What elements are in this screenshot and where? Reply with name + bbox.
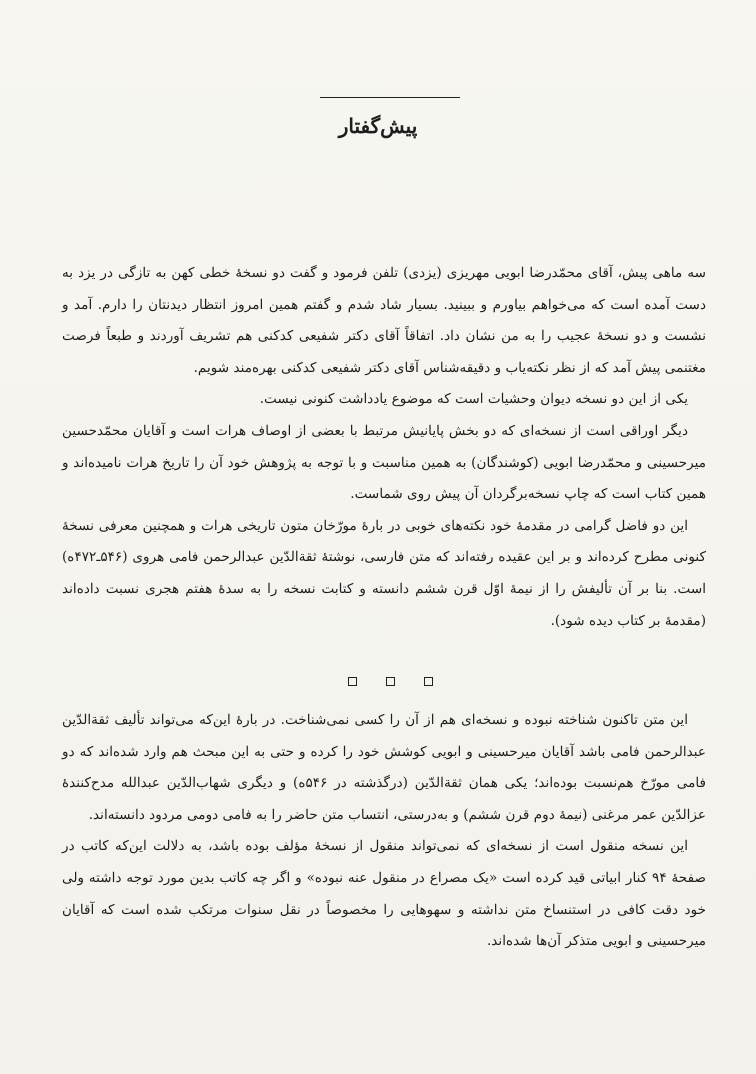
paragraph: این دو فاضل گرامی در مقدمهٔ خود نکته‌های خوبی در بارهٔ مورّخان متون تاریخی هرات و همچنین معرفی نسخهٔ کنونی مطرح کرده‌اند و بر این عقیده رفته‌اند که متن فارسی، نوشتهٔ ثقة‌الدّین عبدالرحمن فامی هروی (۵۴۶ـ۴۷۲ه) است. بنا بر آن تألیفش را از نیمهٔ اوّل قرن ششم دانسته و کتابت نسخه را به سدهٔ هفتم هجری نسبت داده‌اند (مقدمهٔ بر کتاب دیده شود). <box>62 517 706 629</box>
preface-section-1 <box>62 258 706 637</box>
paragraph: این نسخه منقول است از نسخه‌ای که نمی‌تواند منقول از نسخهٔ مؤلف بوده باشد، به دلالت این‌که کاتب در صفحهٔ ۹۴ کنار ابیاتی قید کرده است «یک مصراع در منقول عنه نبوده» و اگر چه کاتب بدین مورد توجه داشته ولی خود دقت کافی در استنساخ متن نداشته و سهوهایی را مخصوصاً در نقل سنوات مرتکب شده است که آقایان میرحسینی و ابویی متذکر آن‌ها شده‌اند. <box>62 838 706 950</box>
square-ornament-icon <box>348 677 357 686</box>
paragraph: دیگر اوراقی است از نسخه‌ای که دو بخش پایانیش مرتبط با بعضی از اوصاف هرات است و آقایان محمّدحسین میرحسینی و محمّدرضا ابویی (کوشندگان) به همین مناسبت و با توجه به پژوهش خود آن را تاریخ هرات نامیده‌اند و همین کتاب است که چاپ نسخه‌برگردان آن پیش روی شماست. <box>62 422 706 503</box>
section-divider-ornament <box>0 673 756 691</box>
square-ornament-icon <box>424 677 433 686</box>
paragraph: سه ماهی پیش، آقای محمّدرضا ابویی مهریزی (یزدی) تلفن فرمود و گفت دو نسخهٔ خطی کهن به تازگی در یزد به دست آمده است که می‌خواهم بیاورم و ببینید. بسیار شاد شدم و گفتم همین امروز انتظار دیدنتان را دارم. آمد و نشست و دو نسخهٔ عجیب را به من نشان داد. اتفاقاً آقای دکتر شفیعی کدکنی هم تشریف آوردند و طبعاً فرصت مغتنمی پیش آمد که از نظر نکته‌یاب و دقیقه‌شناس آقای دکتر شفیعی کدکنی بهره‌مند شویم. <box>62 265 706 376</box>
square-ornament-icon <box>386 677 395 686</box>
paragraph: این متن تاکنون شناخته نبوده و نسخه‌ای هم از آن را کسی نمی‌شناخت. در بارهٔ این‌که می‌تواند تألیف ثقة‌الدّین عبدالرحمن فامی باشد آقایان میرحسینی و ابویی کوشش خود را کرده و حتی به این مبحث هم وارد شده‌اند که دو فامی مورّخ هم‌نسبت بوده‌اند؛ یکی همان ثقة‌الدّین (درگذشته در ۵۴۶ه) و دیگری شهاب‌الدّین عبدالله مدح‌کنندهٔ عزالدّین عمر مرغنی (نیمهٔ دوم قرن ششم) و به‌درستی، انتساب متن حاضر را به فامی دومی مردود دانسته‌اند. <box>62 712 706 823</box>
title-rule-divider <box>320 97 460 98</box>
preface-section-2 <box>62 705 706 958</box>
paragraph: یکی از این دو نسخه دیوان وحشیات است که موضوع یادداشت کنونی نیست. <box>259 391 688 408</box>
page-title: پیش‌گفتار <box>338 114 418 138</box>
